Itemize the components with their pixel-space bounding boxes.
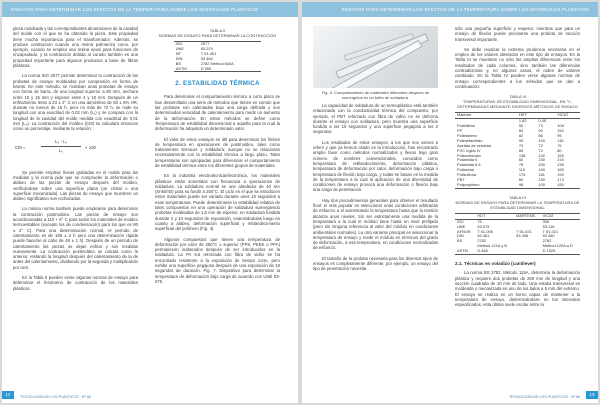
fraction-bar xyxy=(41,146,81,147)
table-cell: 60 xyxy=(518,177,524,183)
table-cell: 100 xyxy=(538,181,545,187)
table-cell: PP xyxy=(457,127,463,133)
table-cell: 80 xyxy=(557,147,562,153)
paragraph: sólo una pequeña superficie y espesor, mientras que para un ensayo de flexión puede precisarse una probeta de sección transversal importante. xyxy=(455,26,580,42)
table-title: NORMAS DE ENSAYO PARA DETERMINAR LA TEMPERATURA DE ESTABILIDAD DIMENSIONAL xyxy=(455,199,580,210)
table-cell: 165 xyxy=(557,167,564,173)
table-cell: Poliamida 6.6 xyxy=(457,162,481,168)
table-cell: 1,82 xyxy=(518,118,527,124)
running-header: ENSAYOS PARA DETERMINAR LOS EFECTOS DE LA TEMPERATURA SOBRE LOS MATERIALES PLÁSTICOS xyxy=(302,2,598,17)
table-cell: VICAT xyxy=(555,113,580,119)
table-cell: 0,45 xyxy=(538,118,546,124)
table-cell: 115 xyxy=(557,137,564,143)
table-cell: DIN xyxy=(457,233,464,239)
table-caption: TABLA III xyxy=(509,94,526,100)
table-cell: T 51-005 xyxy=(477,228,493,234)
table-cell: UNE xyxy=(175,45,184,51)
subsection-title: 2.1. Técnicas en voladizo (cantilever) xyxy=(455,261,536,267)
table-cell: VICAT xyxy=(541,213,580,219)
table-cell: D 955 xyxy=(200,65,212,71)
table-cell: HDT xyxy=(475,213,514,219)
table-cell: 53-075 xyxy=(477,223,490,229)
paragraph: Se permite emplear líneas grabadas en el molde para las medidas y la norma pide que se compruebe la deformación o alabeo de las piezas de ensayo después del moldeo, verificándose sobre una superficie plana (un cristal o una superficie mecanizada). Las piezas de ensayo que muestren un alabeo significativo son rechazadas. xyxy=(13,169,138,202)
table-cell: 2577 xyxy=(200,41,210,46)
right-column-1 xyxy=(313,26,438,277)
table-cell: Policarbonato xyxy=(457,152,481,158)
table-cell: 181 xyxy=(538,172,545,178)
formula-rhs: × 100 xyxy=(85,144,96,150)
table-cell: 2782 Method 640A xyxy=(200,60,234,66)
table-cell: 173 xyxy=(557,177,564,183)
table-cell: Method 121A y B xyxy=(477,243,507,249)
paragraph: En la Tabla II pueden verse algunas normas de ensayo para determinar el fenómeno de contracción de los materiales plásticos. xyxy=(13,274,138,291)
table-cell: 155 xyxy=(557,152,564,158)
table-row xyxy=(455,249,580,254)
table-cell: Poliamida 6 xyxy=(457,157,478,163)
table-cell: 86 xyxy=(538,132,543,138)
table-cell: Polietileno xyxy=(457,123,475,129)
footer: TECNOLOGÍA DE LOS PLÁSTICOS · Nº 88 xyxy=(20,395,91,399)
table-cell: 190 xyxy=(557,172,564,178)
paragraph: La norma BS 2782, Método 115A, determina la deformación plástica y requiere dos probetas de 200 mm de longitud y una sección cuadrada de 10 mm de lado. Una estaba transversal es moldeada o mecanizada en uno de los lados a 5 mm del extremo. El ensayo se realiza en un horno capaz de mantener a la temperatura de ensayo, determinándose en los intervalos especificados, esta última suele oscilar entre la xyxy=(455,270,580,308)
table-title: TEMPERATURAS DE ESTABILIDAD DIMENSIONAL, EN °C, DETERMINADAS MEDIANTE DIVERSOS MÉTODOS DE ENSAYO xyxy=(457,99,578,110)
formula-numerator: L₀ - L₁ xyxy=(55,138,67,144)
table-cell: T 51-021 xyxy=(516,228,532,234)
paragraph: Los resultados de estos ensayos, a los que nos vamos a referir y que ya hemos citado en la introducción, han encontrado amplio favor como métodos normalizados y llevan bajo gran número de nombres convencionales, conocidos como temperatura de reblandecimiento, deformación plástica, temperatura de deformación por calor, deformación bajo carga o temperatura de flexión bajo carga, y todas se basan en la medida de la temperatura a la cual la aplicación de una diversidad de condiciones de ensayo provoca una deformación o flexión bajo una carga de penetración. xyxy=(313,139,438,193)
table-cell: 95 xyxy=(518,137,524,143)
table-cell: 100 xyxy=(538,137,545,143)
section-title: 2. ESTABILIDAD TÉRMICA xyxy=(175,80,260,88)
table-cell: 235 xyxy=(557,162,564,168)
paragraph: Para determinar el comportamiento térmico a corto plazo se han desarrollado una serie de métodos que tienen en común que las probetas son calentadas bajo una carga definida y son determinadas velocidad de calentamiento para medir un aumento de la deformación. En estos métodos se define como Temperatura de estabilidad dimensional a aquella para la cual la deformación ha adquirido un determinado valor. xyxy=(155,94,280,132)
formula-lhs: CM = xyxy=(15,144,26,150)
paragraph: La norma ISO 2577 permite determinar la contracción de las probetas de ensayo moldeadas por compresión en forma de barras. En este método, se moldean unas probetas de ensayo con forma de barra, de una longitud superior a 80 mm, anchura entre 10 y 15 mm y espesor entre 4 y 10 mm. Después de un enfriamiento lento a 23 ± 2° C en una atmósfera de 50 ± 5% HR, durante no menos de 16 h, pero no más de 72 h, se mide su longitud con una exactitud de 0,02 mm (L₁) y se compara con la longitud de la cavidad del molde medida con exactitud de 0,01 mm (L₀). La contracción del moldeo (CM) se calculará entonces como un porcentaje, mediante la relación: xyxy=(13,73,138,132)
table-cell xyxy=(514,249,540,254)
paragraph: El valor de estos ensayos es útil para determinar los límites de temperatura en operaciones de postmoldeo, tales como tratamientos térmicos y soldadura; aunque no se relacionan necesariamente con la estabilidad térmica a largo plazo. Tales temperaturas son apropiadas para diferenciar el comportamiento de estabilidad térmica entre los diferentes grupos de materiales. xyxy=(155,136,280,168)
table-cell: ASTM xyxy=(457,248,468,254)
table-cell: Poliacetal xyxy=(457,167,474,173)
table-cell: Poliestireno xyxy=(457,132,478,138)
table-cell: 73 xyxy=(538,123,543,129)
table-cell: PBT xyxy=(457,177,465,183)
table-cell: 53-374 xyxy=(200,45,213,51)
left-column-1 xyxy=(13,26,138,296)
table-cell: Method 120A a D xyxy=(542,243,573,249)
paragraph: La capacidad de soldadura de un termoplástico está también relacionada con la conductividad térmica del compuesto; por ejemplo, el PBT reforzado con fibra de vidrio no se deforma durante el ensayo con soldadura, pero muestra una superficie fundida a los 10 segundos y una superficie pegajosa a los 2 segundos. xyxy=(313,103,438,135)
table-cell: 60 xyxy=(518,157,524,163)
table-cell: 95 xyxy=(557,132,562,138)
table-title: NORMAS DE ENSAYO PARA DETERMINAR LA CONTRACCIÓN xyxy=(158,33,277,38)
table-cell: 70 xyxy=(518,142,524,148)
table-cell: 72 xyxy=(538,142,543,148)
temperatures-table xyxy=(455,112,580,189)
paragraph: El tamaño de la probeta necesaria para los diversos tipos de ensayos es completamente diferente; por ejemplo, un ensayo del tipo de penetración necesita xyxy=(313,255,438,272)
table-cell: 53-118 xyxy=(542,223,555,229)
table-cell: 75 xyxy=(557,142,562,148)
figure-caption: Fig. 4. Comportamiento de materiales diferentes después de sumergirlos en un baño de soldadura. xyxy=(321,90,430,100)
paragraph: pieza moldeada y las correspondientes dimensiones de la cavidad del molde con el que se ha obtenido la pieza. Este propiedad tiene mucha importancia para el transformador. Además, se produce contracción cuando una resina polimeriza como, por ejemplo, cuando se emplea una resina epoxi para funciones de encapsulado, y la contracción debida al curado también es una propiedad importante para algunos productos a base de fibras plásticas. xyxy=(13,26,138,69)
table-cell: T 51-401 xyxy=(200,50,217,56)
table-cell: DIN xyxy=(175,55,183,61)
table-cell: 110 xyxy=(518,167,526,173)
table-cell: 90 xyxy=(538,127,543,133)
paragraph: Se debe recalcar la extrema prudencia necesaria en el empleo de los valores obtenidos en este tipo de ensayos. En la Tabla III se muestran no sólo las amplias diferencias entre los resultados de cada columna, sino también las diferencias contradictorias y, en algunos casos, el orden de valores cambiado. En la Tabla IV pueden verse algunas normas de ensayo correspondientes a los métodos que se dan a continuación: xyxy=(455,46,580,89)
table-cell: 150 xyxy=(557,181,564,187)
table-cell: ISO xyxy=(457,218,464,224)
table-cell: BS xyxy=(457,238,463,244)
left-page xyxy=(2,2,298,403)
right-page xyxy=(302,2,598,403)
right-column-2 xyxy=(455,26,580,312)
table-cell: 150 xyxy=(557,127,564,133)
table-cell: 82 xyxy=(518,132,524,138)
table-cell: 108 xyxy=(557,123,564,129)
table-cell: UNE xyxy=(457,223,466,229)
table-cell: 50 xyxy=(518,123,524,129)
running-header: ENSAYOS PARA DETERMINAR LOS EFECTOS DE LA TEMPERATURA SOBRE LOS MATERIALES PLÁSTICOS xyxy=(2,2,298,17)
table-cell: 175 xyxy=(518,172,526,178)
table-cell: HDT xyxy=(517,113,537,119)
table-cell: 53 460 xyxy=(542,233,555,239)
footer: TECNOLOGÍA DE LOS PLÁSTICOS · Nº 88 xyxy=(509,395,580,399)
table-cell: Polisulfona xyxy=(457,172,477,178)
table-cell: 75 xyxy=(477,218,482,224)
table-cell: ISO xyxy=(175,41,183,46)
table-cell: D 648 xyxy=(477,248,488,254)
table-cell: Polimetacrilato xyxy=(457,137,483,143)
table-cell: 306 xyxy=(542,218,550,224)
table-cell: NF xyxy=(175,50,181,56)
table-cell: 160 xyxy=(538,167,545,173)
table-cell: 65 xyxy=(518,147,524,153)
methods-table xyxy=(455,213,580,255)
table-caption: TABLA II xyxy=(209,28,226,33)
table-cell: 60 xyxy=(518,127,524,133)
table-cell: 142 xyxy=(538,152,545,158)
table-cell: T 51-021 xyxy=(542,228,559,234)
table-cell: 2782 xyxy=(542,238,552,244)
formula xyxy=(13,138,138,160)
table-cell: 53 458 xyxy=(516,233,529,239)
table-cell: AFNOR xyxy=(457,228,471,234)
paragraph: Algunos compuestos que tienen una temperatura de deformación por calor de 260°C o superior (PPS, PEEK o PPA) permanecen inalterados después de ser introducidos en la soldadura. La PA 6.6 reforzada con fibra de vidrio se ha encontrado resistente a la exposición de tiempo corto, pero exhibe una superficie pegajosa después de una exposición de 10 segundos de duración. Fig. 7. Dispositivo para determinar la temperatura de deformación bajo carga de acuerdo con UNE 53-075. xyxy=(155,236,280,284)
table-row xyxy=(174,67,262,72)
left-column-2 xyxy=(155,26,280,289)
table-row xyxy=(455,183,580,188)
table-cell: Material xyxy=(455,113,517,119)
table-cell: 150 xyxy=(538,157,545,163)
table-cell: 72 xyxy=(538,147,543,153)
formula-denominator: L₀ xyxy=(58,147,64,153)
table-cell: 215 xyxy=(557,157,564,163)
page-number: 12 xyxy=(2,391,14,399)
table-cell: PVC rígido IV xyxy=(457,147,481,153)
table-cell: 53 461 xyxy=(477,233,490,239)
table-cell: BS xyxy=(175,60,181,66)
table-cell: D 1525 xyxy=(542,248,556,254)
table-cell: Polipropileno xyxy=(457,181,480,187)
table-cell: 98 xyxy=(518,181,524,187)
paragraph: Hay dos procedimientos generales para obtener el resultado final: el más popular es seleccionar unas condiciones arbitrarias de esfuerzo a el aumentando la temperatura hasta que la tensión alcanza unos niveles. Sin ser estrictamente una medida de la temperatura a la cual el módulo tiene hasta un nivel prefijado (pero sin ninguna referencia al valor del módulo en condiciones ambientales normales). La otra variante principal es seleccionar la temperatura de ensayo y medir el módulo en términos del grado de deformación, a esa temperatura, en condiciones normalizadas de esfuerzo. xyxy=(313,197,438,251)
norms-table xyxy=(174,41,262,72)
table-cell: 150 xyxy=(538,177,545,183)
paragraph: La misma norma también puede emplearse para determinar la contracción postmoldeo. Las piezas de ensayo son acondicionadas a 110 + 5° C para todos los materiales de moldeo termoestables (excepto los de condensación) para los que es 80 ± 2° C). Para una determinación normal, el período de calentamiento es de 168 ± 2 h pero una determinación rápida puede hacerse al cabo de 48 ± 1 h). Después de un período de calentamiento las piezas se dejan enfriar y son medidas nuevamente. La contracción postmoldeo se calcula como la anterior, restando la longitud después del calentamiento de la de antes del calentamiento, dividiendo por la segunda y multiplicando por cien. xyxy=(13,206,138,270)
table-cell: MARTENS xyxy=(514,213,540,219)
table-cell: 200 xyxy=(538,162,545,168)
page-number: 13 xyxy=(586,391,598,399)
table-caption: TABLA IV xyxy=(508,194,527,200)
table-cell: 2782 xyxy=(477,238,486,244)
paragraph: En la industria electrotécnica/electrónica, los materiales plásticos están sometidos con frecuencia a operaciones de soldadura. La soldadura normal se une alrededor de 40 mA (Sn60/40) para su fundir a 250°C. El ciclo en el que se introducen estos materiales puede ser variado durante unos 10 segundos a esas temperaturas. Puede determinarse la estabilidad relativa de tales compuestos en una operación de soldadura sumergiendo probetas moldeadas de 1,5 mm de espesor, en soldadura fundida durante 2 y 10 segundos de exposición, examinándolas luego en cuanto a alabeo, deformación superficial y reblandecimiento superficial del polímero (Fig. 4). xyxy=(155,173,280,232)
table-cell: Acetato de celulosa xyxy=(457,142,491,148)
solder-test-photo xyxy=(313,26,438,88)
table-cell: 138 xyxy=(518,152,526,158)
table-cell: 75 xyxy=(518,162,524,168)
table-cell: ASTM xyxy=(175,65,187,71)
table-cell: 53 464 xyxy=(200,55,213,61)
